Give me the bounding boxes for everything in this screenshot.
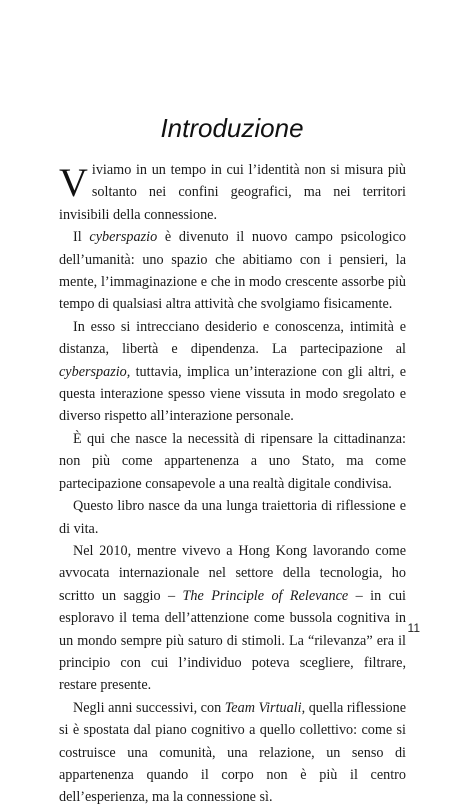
body-text	[59, 159, 406, 809]
paragraph-text: iviamo in un tempo in cui l’identità non si misura più soltanto nei confini geografici, ma nei territori invisibili della connessione.	[59, 162, 406, 223]
paragraph-text: tuttavia, implica un’interazione con gli altri, e questa interazione spesso viene vissuta in modo sregolato e diverso rispetto all’interazione personale.	[59, 363, 406, 425]
paragraph-text: È qui che nasce la necessità di ripensare la cittadinanza: non più come appartenenza a uno Stato, ma come partecipazione consapevole a una realtà digitale condivisa.	[59, 430, 406, 492]
drop-cap: V	[59, 160, 88, 205]
paragraph-text: Negli anni successivi, con	[73, 699, 225, 716]
italic-text: cyberspazio,	[59, 363, 131, 380]
body-paragraph	[59, 495, 406, 540]
italic-text: The Principle of Relevance	[182, 587, 349, 604]
italic-text: Team Virtuali	[224, 699, 302, 716]
body-paragraph	[59, 159, 406, 226]
paragraph-text: – in cui esploravo il tema dell’attenzione come bussola cognitiva in un mondo sempre più saturo di stimoli. La “rilevanza” era il principio con cui l’individuo poteva scegliere, filtrare, restare presente.	[59, 587, 406, 694]
page-number: 11	[407, 621, 420, 635]
body-paragraph	[59, 540, 406, 697]
paragraph-text: Questo libro nasce da una lunga traiettoria di riflessione e di vita.	[59, 498, 406, 537]
italic-text: cyberspazio	[89, 229, 158, 246]
chapter-title: Introduzione	[160, 113, 304, 143]
paragraph-text: è divenuto il nuovo campo psicologico dell’umanità: uno spazio che abitiamo con i pensieri, la mente, l’immaginazione e che in modo crescente assorbe più tempo di qualsiasi altra attività che svolgiamo fisicamente.	[59, 229, 406, 313]
paragraph-text: , quella riflessione si è spostata dal piano cognitivo a quello collettivo: come si costruisce una comunità, una relazione, un senso di appartenenza quando il corpo non è più il centro dell’esperienza, ma la connessione sì.	[59, 699, 407, 806]
paragraph-text: In esso si intrecciano desiderio e conoscenza, intimità e distanza, libertà e dipendenza. La partecipazione al	[59, 318, 406, 358]
paragraph-text: Il	[73, 229, 90, 246]
body-paragraph	[59, 697, 406, 809]
body-paragraph	[59, 226, 406, 316]
body-paragraph	[59, 428, 406, 495]
paragraph-text: Nel 2010, mentre vivevo a Hong Kong lavorando come avvocata internazionale nel settore della tecnologia, ho scritto un saggio –	[59, 542, 406, 604]
body-paragraph	[59, 316, 406, 428]
